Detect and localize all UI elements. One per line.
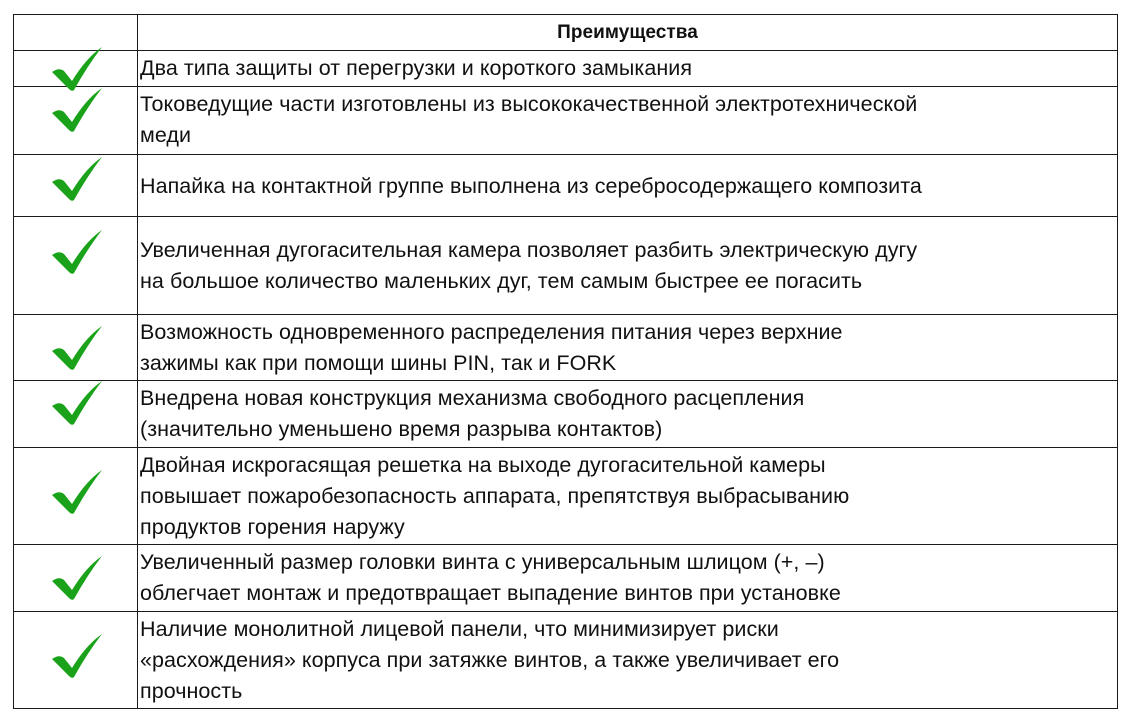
advantage-text: Наличие монолитной лицевой панели, что минимизирует риски «расхождения» корпуса при затяжке винтов, а также увеличивает его прочность [140,617,840,703]
advantages-table [13,14,1118,709]
check-mark-icon [50,469,104,515]
advantage-text: Напайка на контактной группе выполнена из серебросодержащего композита [140,174,922,198]
table-row [14,545,1117,612]
table-row [14,381,1117,448]
table-row [14,612,1117,708]
check-cell [14,612,138,708]
check-cell [14,87,138,154]
check-mark-icon [50,555,104,601]
check-cell [14,217,138,314]
check-mark-icon [50,46,104,92]
check-cell [14,381,138,447]
table-row [14,217,1117,315]
table-row [14,87,1117,155]
table-row [14,51,1117,87]
check-cell [14,315,138,380]
check-mark-icon [50,325,104,371]
advantage-text: Двойная искрогасящая решетка на выходе дугогасительной камеры повышает пожаробезопасность аппарата, препятствуя выбрасыванию продуктов горения наружу [140,453,850,539]
advantage-text: Внедрена новая конструкция механизма свободного расцепления (значительно уменьшено время разрыва контактов) [140,386,805,441]
advantage-text: Увеличенный размер головки винта с универсальным шлицом (+, –) облегчает монтаж и предотвращает выпадение винтов при установке [140,550,841,605]
check-cell [14,155,138,216]
advantage-text: Два типа защиты от перегрузки и короткого замыкания [140,56,693,80]
check-mark-icon [50,380,104,426]
table-row [14,315,1117,381]
table-row [14,155,1117,217]
check-cell [14,51,138,86]
check-mark-icon [50,633,104,679]
check-mark-icon [50,87,104,133]
check-mark-icon [50,156,104,202]
table-row [14,448,1117,545]
advantage-text: Возможность одновременного распределения питания через верхние зажимы как при помощи шины PIN, так и FORK [140,320,843,375]
table-header-title: Преимущества [557,22,698,43]
advantage-text: Увеличенная дугогасительная камера позволяет разбить электрическую дугу на большое количество маленьких дуг, тем самым быстрее ее погасить [140,238,918,293]
check-mark-icon [50,229,104,275]
check-cell [14,545,138,611]
table-header-row [14,15,1117,51]
check-cell [14,448,138,544]
advantage-text: Токоведущие части изготовлены из высококачественной электротехнической меди [140,92,918,147]
